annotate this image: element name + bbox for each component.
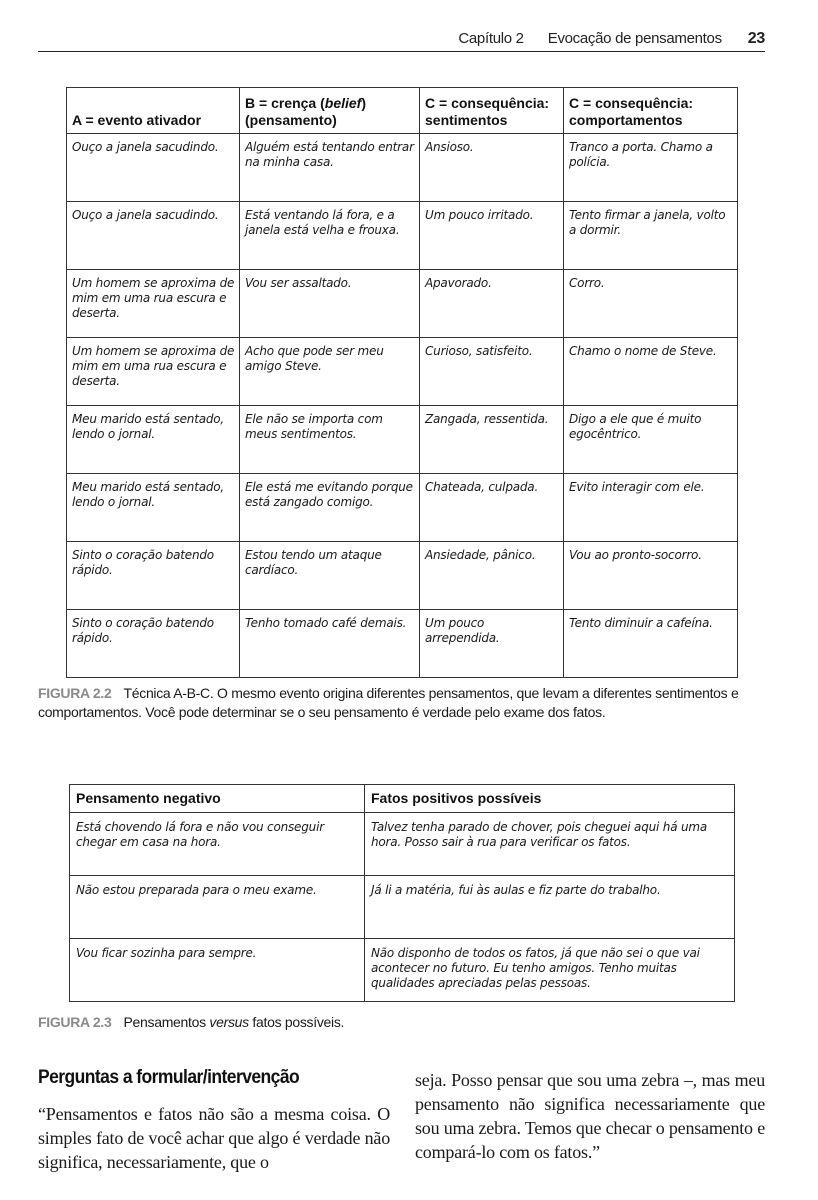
header-belief: B = crença (belief) (pensamento) xyxy=(240,88,420,134)
cell-negative-thought: Vou ficar sozinha para sempre. xyxy=(70,939,365,1002)
chapter-label: Capítulo 2 xyxy=(458,30,524,47)
table-row xyxy=(67,610,738,678)
table-row xyxy=(67,474,738,542)
body-paragraph-right: seja. Posso pensar que sou uma zebra –, mas meu pensamento não significa necessariamente que sou uma zebra. Temos que checar o pensamento e compará-lo com os fatos.” xyxy=(415,1070,765,1162)
cell-event: Um homem se aproxima de mim em uma rua escura e deserta. xyxy=(67,338,240,406)
table-header-row xyxy=(67,88,738,134)
header-negative-thought: Pensamento negativo xyxy=(70,785,365,813)
cell-feelings: Um pouco arrependida. xyxy=(420,610,564,678)
figure-2-3-caption: FIGURA 2.3 Pensamentos versus fatos possíveis. xyxy=(38,1014,345,1030)
cell-negative-thought: Está chovendo lá fora e não vou conseguir chegar em casa na hora. xyxy=(70,813,365,876)
cell-event: Meu marido está sentado, lendo o jornal. xyxy=(67,406,240,474)
thoughts-vs-facts-table xyxy=(69,784,735,1002)
cell-behaviors: Corro. xyxy=(564,270,738,338)
figure-label: FIGURA 2.3 xyxy=(38,1014,112,1030)
abc-technique-table xyxy=(66,87,738,678)
header-consequence-behaviors: C = consequência: comportamentos xyxy=(564,88,738,134)
table-row xyxy=(70,876,735,939)
cell-positive-facts: Talvez tenha parado de chover, pois cheguei aqui há uma hora. Posso sair à rua para verificar os fatos. xyxy=(365,813,735,876)
cell-event: Ouço a janela sacudindo. xyxy=(67,202,240,270)
cell-behaviors: Digo a ele que é muito egocêntrico. xyxy=(564,406,738,474)
cell-belief: Vou ser assaltado. xyxy=(240,270,420,338)
table-row xyxy=(70,813,735,876)
cell-behaviors: Chamo o nome de Steve. xyxy=(564,338,738,406)
table-row xyxy=(67,270,738,338)
cell-feelings: Ansiedade, pânico. xyxy=(420,542,564,610)
cell-behaviors: Vou ao pronto-socorro. xyxy=(564,542,738,610)
table-row xyxy=(67,338,738,406)
cell-belief: Acho que pode ser meu amigo Steve. xyxy=(240,338,420,406)
cell-behaviors: Tento diminuir a cafeína. xyxy=(564,610,738,678)
cell-belief: Estou tendo um ataque cardíaco. xyxy=(240,542,420,610)
cell-belief: Ele não se importa com meus sentimentos. xyxy=(240,406,420,474)
cell-feelings: Curioso, satisfeito. xyxy=(420,338,564,406)
running-head xyxy=(38,30,765,52)
cell-behaviors: Tranco a porta. Chamo a polícia. xyxy=(564,134,738,202)
cell-negative-thought: Não estou preparada para o meu exame. xyxy=(70,876,365,939)
cell-belief: Alguém está tentando entrar na minha casa. xyxy=(240,134,420,202)
cell-event: Sinto o coração batendo rápido. xyxy=(67,610,240,678)
cell-feelings: Um pouco irritado. xyxy=(420,202,564,270)
chapter-title: Evocação de pensamentos xyxy=(547,30,722,47)
cell-feelings: Apavorado. xyxy=(420,270,564,338)
cell-belief: Tenho tomado café demais. xyxy=(240,610,420,678)
section-heading: Perguntas a formular/intervenção xyxy=(38,1067,300,1088)
figure-label: FIGURA 2.2 xyxy=(38,685,112,701)
cell-positive-facts: Não disponho de todos os fatos, já que não sei o que vai acontecer no futuro. Eu tenho amigos. Tenho muitas qualidades apreciadas pelas pessoas. xyxy=(365,939,735,1002)
cell-event: Ouço a janela sacudindo. xyxy=(67,134,240,202)
cell-feelings: Ansioso. xyxy=(420,134,564,202)
cell-feelings: Chateada, culpada. xyxy=(420,474,564,542)
table-row xyxy=(67,542,738,610)
header-positive-facts: Fatos positivos possíveis xyxy=(365,785,735,813)
cell-feelings: Zangada, ressentida. xyxy=(420,406,564,474)
cell-event: Sinto o coração batendo rápido. xyxy=(67,542,240,610)
table-row xyxy=(67,202,738,270)
page-number: 23 xyxy=(747,30,765,47)
table-row xyxy=(67,406,738,474)
table-row xyxy=(70,939,735,1002)
cell-event: Meu marido está sentado, lendo o jornal. xyxy=(67,474,240,542)
cell-belief: Está ventando lá fora, e a janela está velha e frouxa. xyxy=(240,202,420,270)
cell-event: Um homem se aproxima de mim em uma rua escura e deserta. xyxy=(67,270,240,338)
caption-text: Técnica A-B-C. O mesmo evento origina diferentes pensamentos, que levam a diferentes sentimentos e comportamentos. Você pode determinar se o seu pensamento é verdade pelo exame dos fatos. xyxy=(38,685,739,720)
cell-behaviors: Evito interagir com ele. xyxy=(564,474,738,542)
body-paragraph-left: “Pensamentos e fatos não são a mesma coisa. O simples fato de você achar que algo é verdade não significa, necessariamente, que o xyxy=(38,1104,390,1172)
header-activating-event: A = evento ativador xyxy=(67,88,240,134)
cell-belief: Ele está me evitando porque está zangado comigo. xyxy=(240,474,420,542)
cell-positive-facts: Já li a matéria, fui às aulas e fiz parte do trabalho. xyxy=(365,876,735,939)
header-consequence-feelings: C = consequência: sentimentos xyxy=(420,88,564,134)
table-row xyxy=(67,134,738,202)
table-header-row xyxy=(70,785,735,813)
cell-behaviors: Tento firmar a janela, volto a dormir. xyxy=(564,202,738,270)
figure-2-2-caption xyxy=(38,684,768,722)
